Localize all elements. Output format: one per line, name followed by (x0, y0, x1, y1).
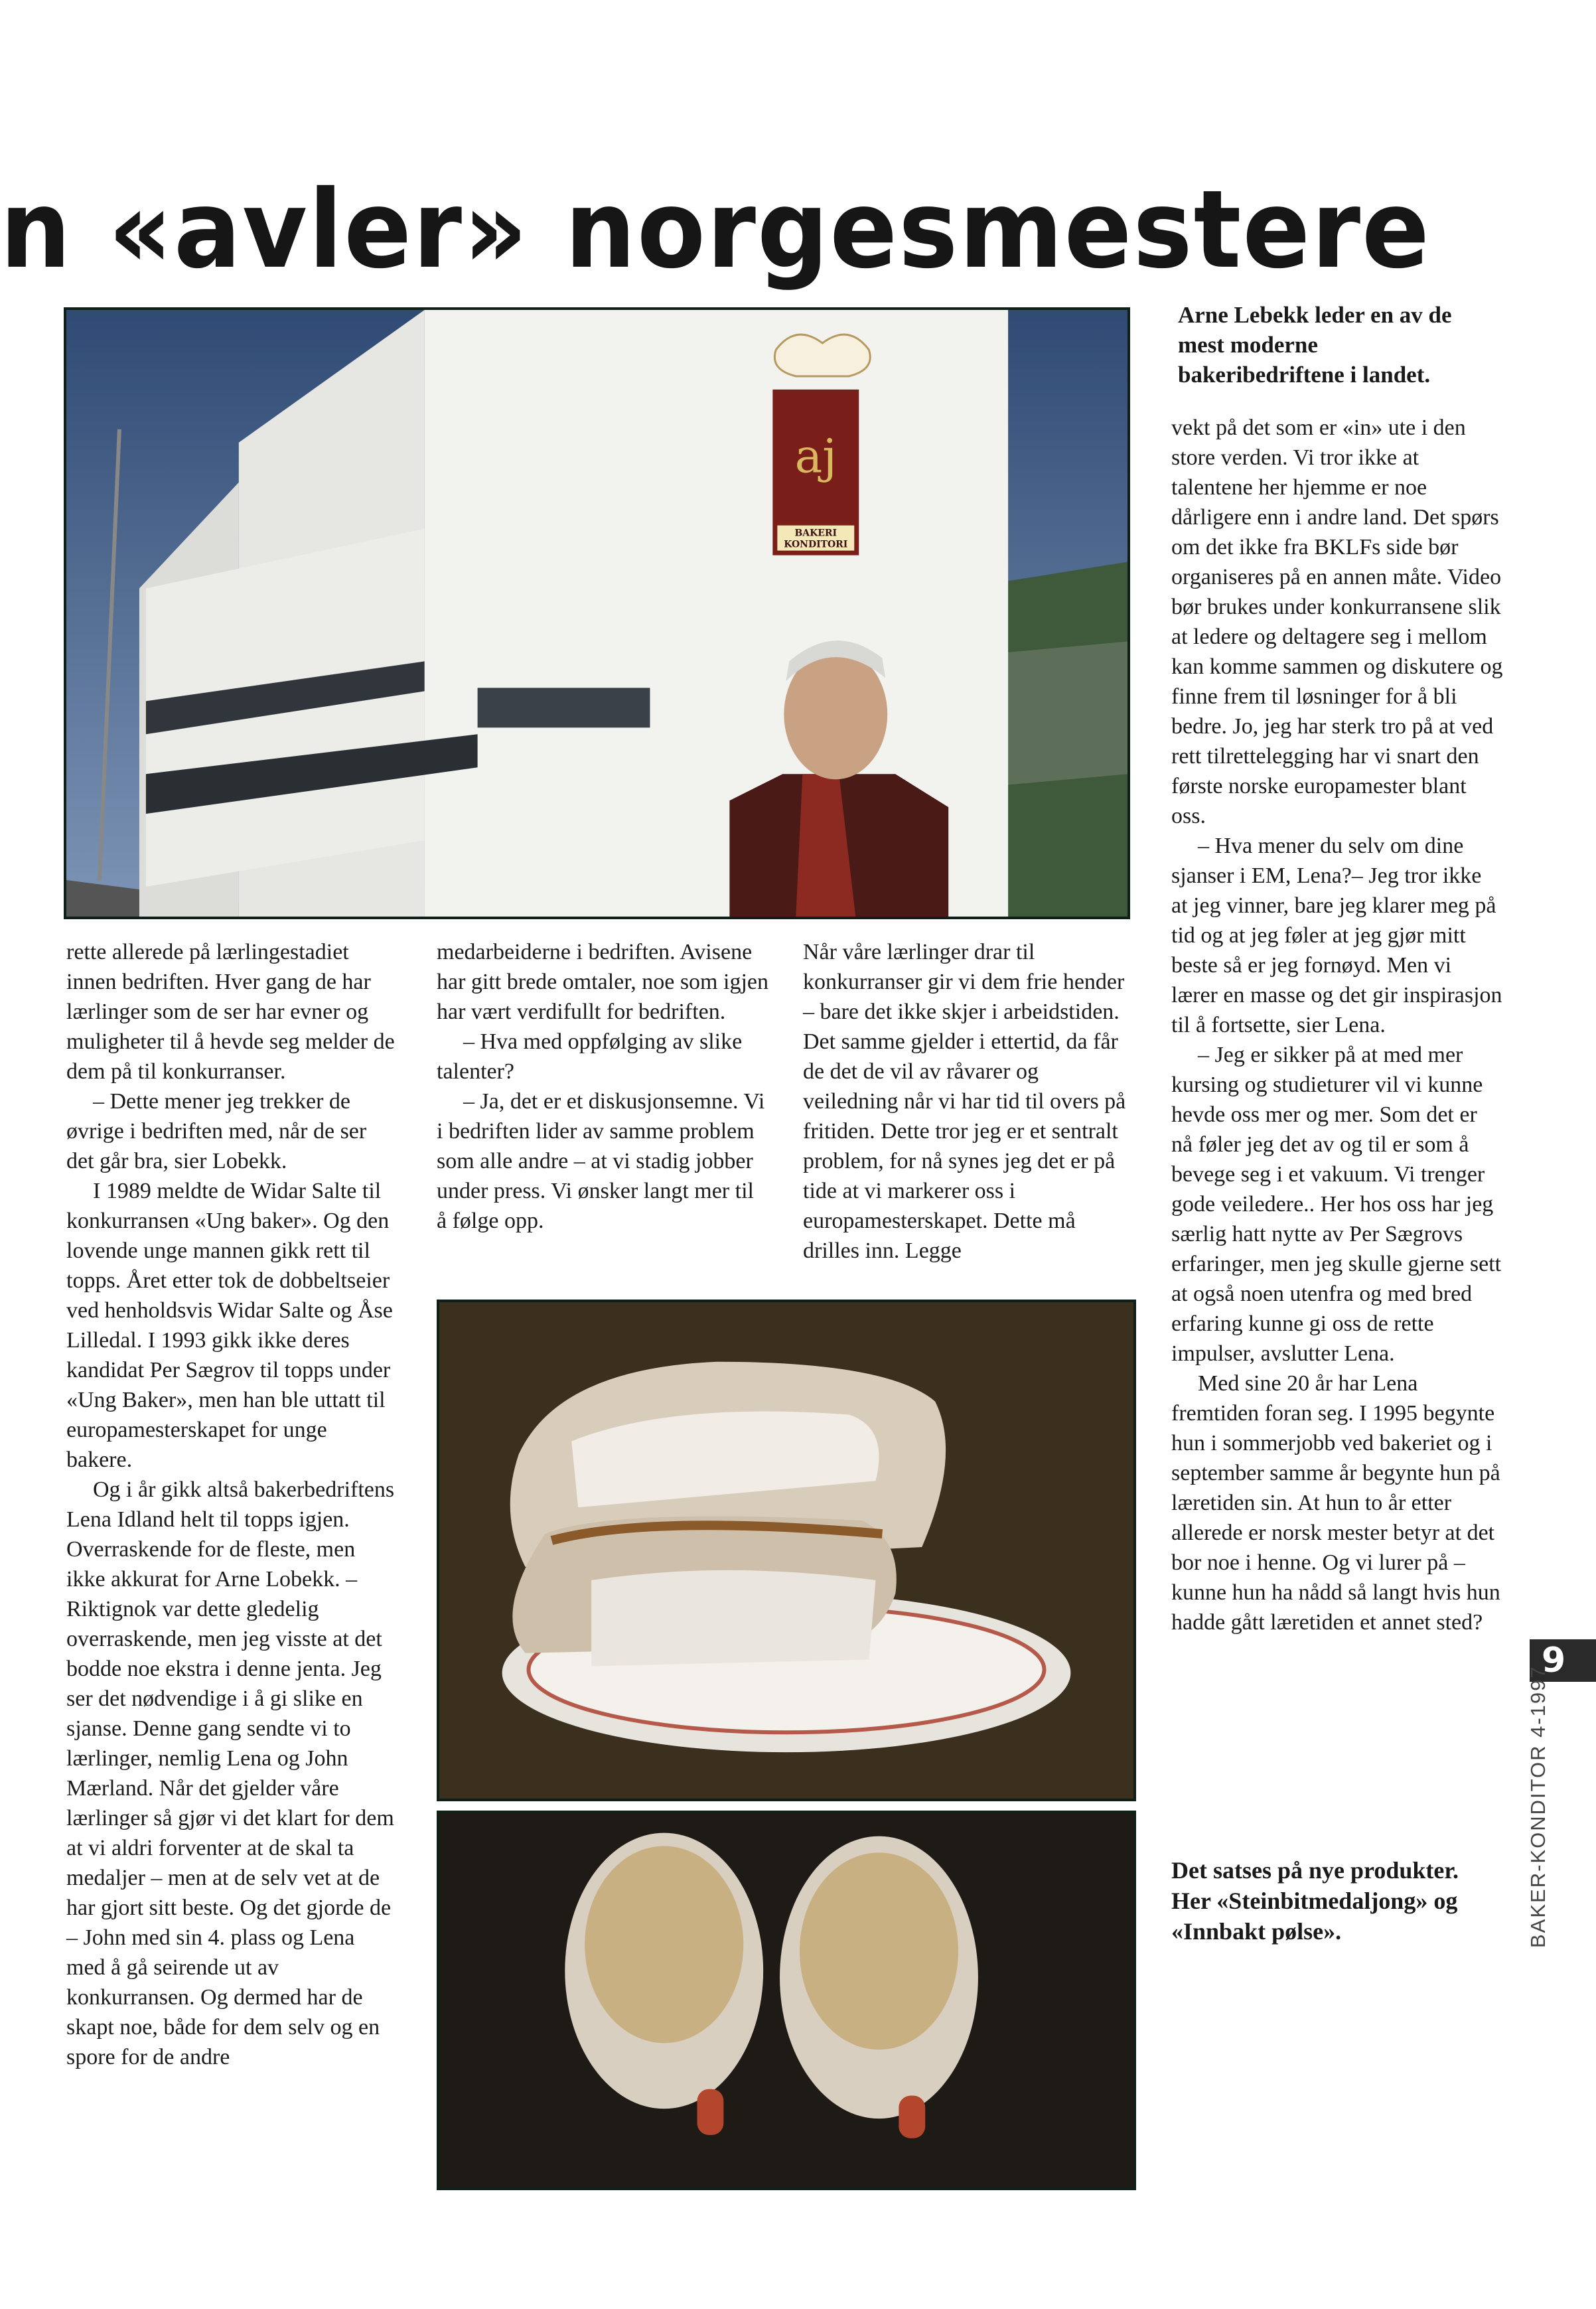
paragraph: medarbeiderne i bedriften. Avisene har gitt brede omtaler, noe som igjen har vært verdifullt for bedriften. (437, 940, 768, 1024)
paragraph: Når våre lærlinger drar til konkurranser gir vi dem frie hender – bare det ikke skjer i arbeidstiden. Det samme gjelder i ettertid, da får de det de vil av råvarer og veiledning når vi har tid til overs på fritiden. Dette tror jeg er et sentralt problem, for nå synes jeg det er på tide at vi markerer oss i europamesterskapet. Dette må drilles inn. Legge (803, 940, 1126, 1263)
innbakt-polse-photo (437, 1811, 1136, 2190)
paragraph: – Hva mener du selv om dine sjanser i EM, Lena?– Jeg tror ikke at jeg vinner, bare jeg klarer meg på tid og at jeg føler at jeg gjør mitt beste så er jeg fornøyd. Men vi lærer en masse og det gir inspirasjon til å fortsette, sier Lena. (1171, 834, 1502, 1037)
photo-caption-top: Arne Lebekk leder en av de mest moderne bakeribedriftene i landet. (1178, 302, 1452, 388)
paragraph: – Dette mener jeg trekker de øvrige i bedriften med, når de ser det går bra, sier Lobekk. (66, 1089, 367, 1173)
photo-caption-bottom: Det satses på nye produkter. Her «Steinbitmedaljong» og «Innbakt pølse». (1171, 1857, 1459, 1945)
paragraph: Med sine 20 år har Lena fremtiden foran seg. I 1995 begynte hun i sommerjobb ved bakeriet og i september samme år begynte hun på læretiden sin. At hun to år etter allerede er norsk mester betyr at det bor noe i henne. Og vi lurer på – kunne hun ha nådd så langt hvis hun hadde gått læretiden et annet sted? (1171, 1371, 1500, 1635)
body-column-3 (803, 937, 1135, 1266)
sign-logo: aj (794, 429, 837, 484)
steinbit-photo (437, 1300, 1136, 1801)
body-column-2 (437, 937, 768, 1236)
magazine-folio: BAKER-KONDITOR 4-1997 (1526, 1665, 1550, 1948)
building-photo (64, 307, 1130, 919)
paragraph: Og i år gikk altså bakerbedriftens Lena Idland helt til topps igjen. Overraskende for de fleste, men ikke akkurat for Arne Lobekk. – Riktignok var dette gledelig overraskende, men jeg visste at det bodde noe ekstra i denne jenta. Jeg ser det nødvendige i å gi slike en sjanse. Denne gang sendte vi to lærlinger, nemlig Lena og John Mærland. Når det gjelder våre lærlinger så gjør vi det klart for dem at vi aldri forventer at de skal ta medaljer – men at de selv vet at de har gjort sitt beste. Og det gjorde de – John med sin 4. plass og Lena med å gå seirende ut av konkurransen. Og dermed har de skapt noe, både for dem selv og en spore for de andre (66, 1477, 395, 2069)
paragraph: – Jeg er sikker på at med mer kursing og studieturer vil vi kunne hevde oss mer og mer. Som det er nå føler jeg det av og til er som å bevege seg i et vakuum. Vi trenger gode veiledere.. Her hos oss har jeg særlig hatt nytte av Per Sægrovs erfaringer, men jeg skulle gjerne sett at også noen utenfra og med bred erfaring kunne gi oss de rette impulser, avslutter Lena. (1171, 1043, 1502, 1366)
paragraph: vekt på det som er «in» ute i den store verden. Vi tror ikke at talentene her hjemme er noe dårligere enn i andre land. Det spørs om det ikke fra BKLFs side bør organiseres på en annen måte. Video bør brukes under konkurransene slik at ledere og deltagere seg i mellom kan komme sammen og diskutere og finne frem til løsninger for å bli bedre. Jo, jeg har sterk tro på at ved rett tilrettelegging har vi snart den første norske europamester blant oss. (1171, 415, 1503, 828)
sign-text-bakeri: BAKERI (794, 528, 837, 539)
paragraph: – Hva med oppfølging av slike talenter? (437, 1029, 743, 1084)
page-number: 9 (1530, 1639, 1596, 1682)
sign-text-konditori: KONDITORI (784, 539, 848, 550)
body-column-4 (1171, 413, 1503, 1637)
paragraph: rette allerede på lærlingestadiet innen bedriften. Hver gang de har lærlinger som de ser har evner og muligheter til å hevde seg melder de dem på til konkurranser. (66, 940, 395, 1084)
paragraph: – Ja, det er et diskusjonsemne. Vi i bedriften lider av samme problem som alle andre – at vi stadig jobber under press. Vi ønsker langt mer til å følge opp. (437, 1089, 765, 1233)
headline: n «avler» norgesmestere (0, 167, 1431, 293)
paragraph: I 1989 meldte de Widar Salte til konkurransen «Ung baker». Og den lovende unge mannen gikk rett til topps. Året etter tok de dobbeltseier ved henholdsvis Widar Salte og Åse Lilledal. I 1993 gikk ikke deres kandidat Per Sægrov til topps under «Ung Baker», men han ble uttatt til europamesterskapet for unge bakere. (66, 1179, 393, 1472)
body-column-1 (66, 937, 398, 2072)
